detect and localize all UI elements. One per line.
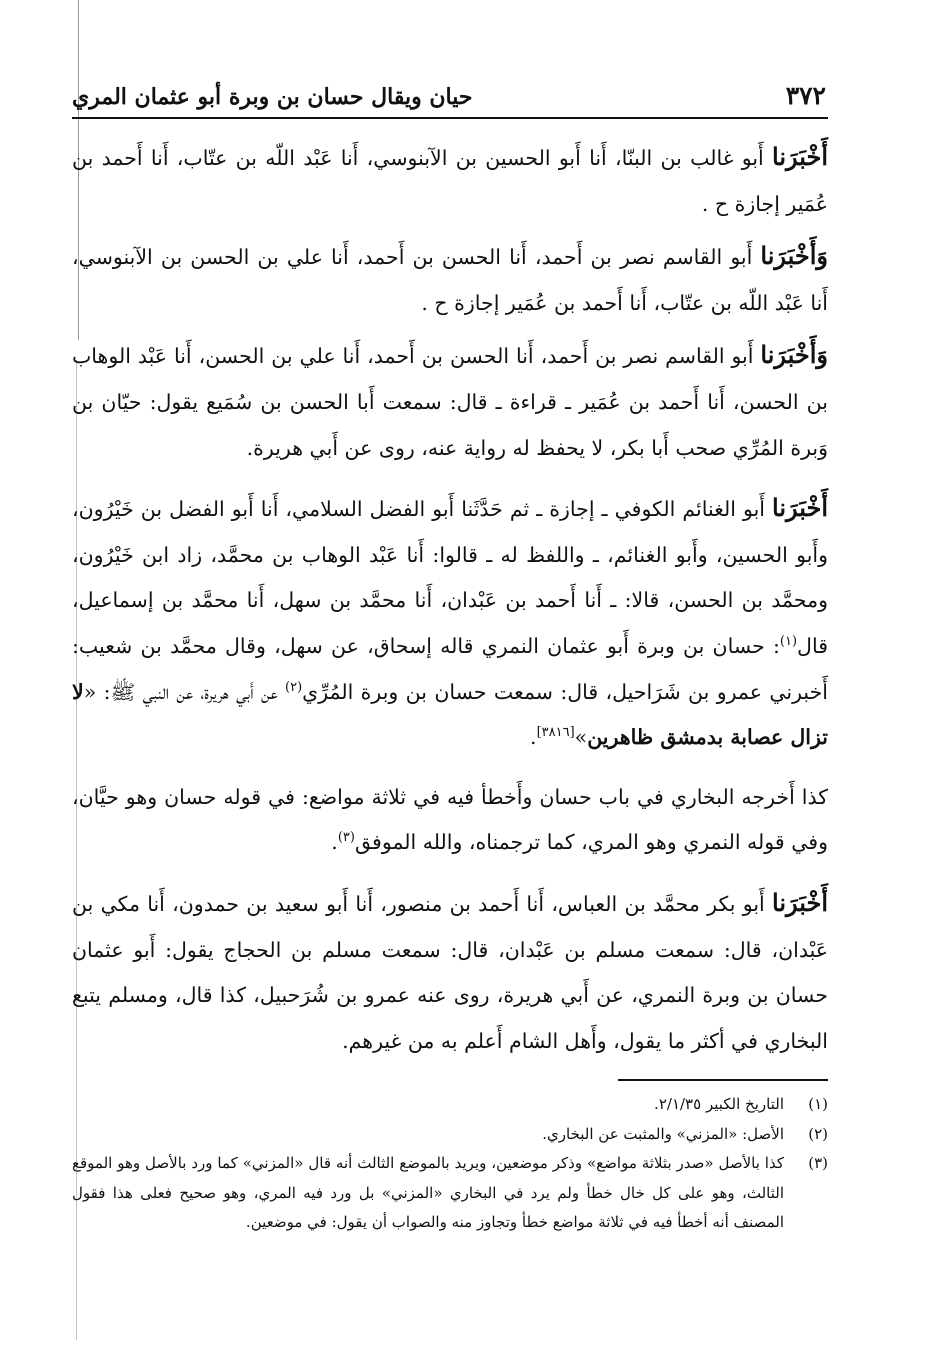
paragraph-text: أَبو بكر محمَّد بن العباس، أَنا أَحمد بن منصور، أَنا أَبو سعيد بن حمدون، أَنا مكي بن عَبْدان، قال: سمعت مسلم بن عَبْدان، قال: سمعت مسلم بن الحجاج يقول: أَبو عثمان حسان بن وبرة النمري، عن أَبي هريرة، روى عنه عمرو بن شُرَحبيل، كذا قال، ومسلم يتبع البخاري في أكثر ما يقول، وأَهل الشام أَعلم به من غيرهم. xyxy=(72,891,828,1053)
hadith-number: [٣٨١٦] xyxy=(536,725,575,741)
running-title: حيان ويقال حسان بن وبرة أبو عثمان المري xyxy=(72,84,473,110)
keyword-akhbarana: أَخْبَرَنا xyxy=(772,493,828,523)
paragraph-text: . xyxy=(331,830,338,855)
paragraph-4 xyxy=(72,485,828,761)
page-header xyxy=(72,70,826,110)
footnote-text: التاريخ الكبير ٢/١/٣٥. xyxy=(654,1095,784,1113)
paragraph-6 xyxy=(72,880,828,1064)
paragraph-text: أَبو القاسم نصر بن أَحمد، أَنا الحسن بن أَحمد، أَنا علي بن الحسن، أَنا عَبْد الوهاب بن الحسن، أَنا أَحمد بن عُمَير ـ قراءة ـ قال: سمعت أَبا الحسن بن سُمَيع يقول: حيّان بن وَبرة المُرِّي صحب أَبا بكر، لا يحفظ له رواية عنه، روى عن أَبي هريرة. xyxy=(72,344,828,460)
footnote-ref-1[interactable]: (١) xyxy=(779,634,798,650)
paragraph-text: » xyxy=(574,725,588,750)
paragraph-text: أَبو القاسم نصر بن أَحمد، أَنا الحسن بن أَحمد، أَنا علي بن الحسن بن الآبنوسي، أَنا عَبْد اللّه بن عتّاب، أَنا أَحمد بن عُمَير إجازة ح . xyxy=(72,245,828,315)
footnote-1 xyxy=(72,1090,828,1120)
footnote-number: (١) xyxy=(808,1095,828,1113)
footnote-ref-2[interactable]: (٢) xyxy=(285,679,303,695)
paragraph-text: كذا أَخرجه البخاري في باب حسان وأَخطأ فيه في ثلاثة مواضع: في قوله حسان وهو حيَّان، وفي قوله النمري وهو المري، كما ترجمناه، والله الموفق xyxy=(72,784,828,855)
hadith-text: لا تزال عصابة بدمشق ظاهرين xyxy=(72,679,828,750)
footnote-number: (٣) xyxy=(808,1154,828,1172)
footnote-text: كذا بالأصل «صدر بثلاثة مواضع» وذكر موضعين، ويريد بالموضع الثالث أنه قال «المزني» كما ورد بالأصل وهو الموقع الثالث، وهو على كل خال خطأ ولم يرد في البخاري «المزني» بل ورد فيه المري، وهو صحيح فعلى هذا فقول المصنف أنه أخطأ فيه في ثلاثة مواضع خطأ وتجاوز منه والصواب أن يقول: في موضعين. xyxy=(72,1154,784,1231)
footnote-ref-3[interactable]: (٣) xyxy=(337,830,355,846)
footnote-rule xyxy=(618,1079,828,1081)
footnote-number: (٢) xyxy=(808,1124,828,1143)
paragraph-text: أَبو غالب بن البنّا، أَنا أَبو الحسين بن الآبنوسي، أَنا عَبْد اللّه بن عتّاب، أَنا أَحمد بن عُمَير إجازة ح . xyxy=(72,146,828,216)
paragraph-text: . xyxy=(530,725,537,750)
page-number: ٣٧٢ xyxy=(785,81,826,110)
footnotes xyxy=(72,1090,828,1238)
paragraph-text: أَبو الغنائم الكوفي ـ إجازة ـ ثم حَدَّثَنا أَبو الفضل السلامي، أَنا أَبو الفضل بن خَيْرُون، وأَبو الحسين، وأَبو الغنائم، ـ واللفظ له ـ قالوا: أَنا عَبْد الوهاب بن محمَّد، زاد ابن خَيْرُون، ومحمَّد بن الحسن، قالا: ـ أَنا أَحمد بن عَبْدان، أَنا محمَّد بن سهل، أَنا محمَّد بن إسماعيل، قال xyxy=(72,497,828,658)
keyword-akhbarana: أَخْبَرَنا xyxy=(772,887,828,917)
footnote-3 xyxy=(72,1149,828,1238)
header-rule xyxy=(72,117,828,119)
keyword-wa-akhbarana: وَأَخْبَرَنا xyxy=(760,340,828,370)
footnote-2 xyxy=(72,1120,828,1150)
paragraph-1 xyxy=(72,134,828,227)
keyword-akhbarana: أَخْبَرَنا xyxy=(772,142,828,171)
paragraph-2 xyxy=(72,233,828,326)
main-text xyxy=(72,134,828,1070)
paragraph-text: عن أَبي هريرة، عن النبي ﷺ: « xyxy=(83,679,286,704)
paragraph-5 xyxy=(72,775,828,866)
paragraph-3 xyxy=(72,332,828,471)
footnote-text: الأصل: «المزني» والمثبت عن البخاري. xyxy=(542,1124,784,1143)
keyword-wa-akhbarana: وَأَخْبَرَنا xyxy=(760,241,828,271)
paragraph-text: : حسان بن وبرة أَبو عثمان النمري قاله إسحاق، عن سهل، وقال محمَّد بن شعيب: أَخبرني عمرو بن شَرَاحيل، قال: سمعت حسان بن وبرة المُرِّي xyxy=(72,633,828,704)
